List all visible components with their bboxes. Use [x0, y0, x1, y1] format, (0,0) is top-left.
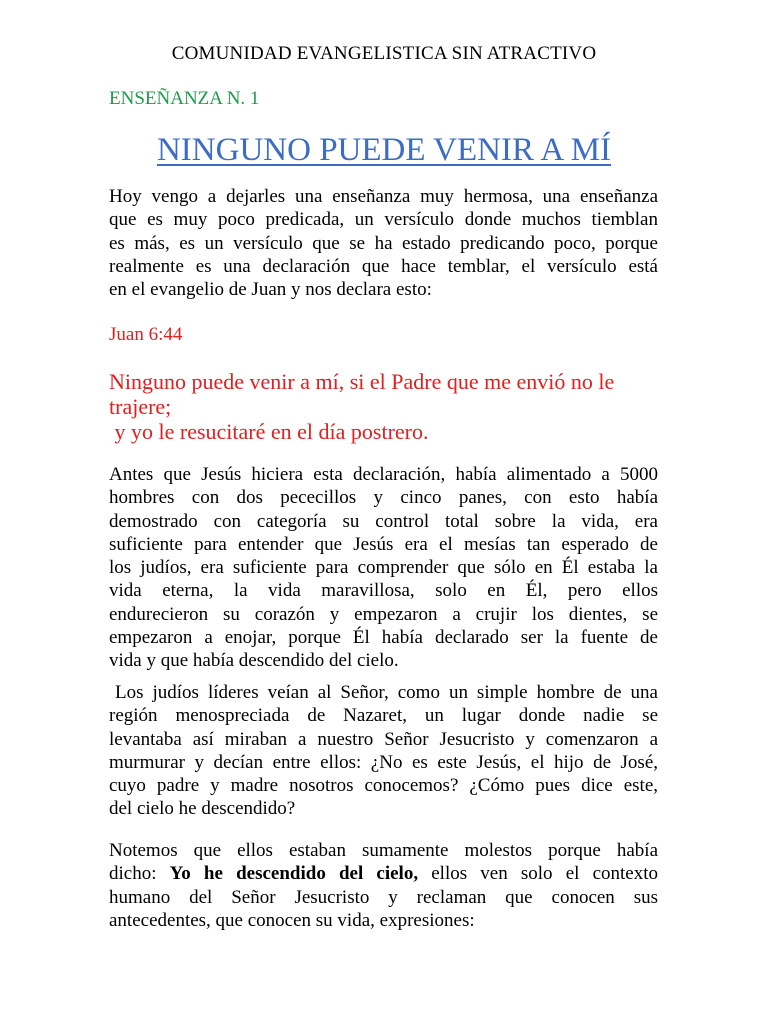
- verse-line: trajere;: [109, 394, 172, 419]
- intro-paragraph: [109, 185, 658, 301]
- paragraph-feeding: [109, 463, 658, 673]
- text-fragment: dicho:: [109, 863, 157, 885]
- scripture-reference: Juan 6:44: [109, 324, 183, 345]
- verse-line: y yo le resucitaré en el día postrero.: [109, 419, 429, 444]
- text-line: empezaron a enojar, porque Él había declarado ser la fuente de: [109, 627, 658, 649]
- text-line-with-emphasis: [109, 862, 658, 885]
- text-line: antecedentes, que conocen su vida, expresiones:: [109, 909, 475, 931]
- verse-line: Ninguno puede venir a mí, si el Padre que me envió no le: [109, 369, 615, 394]
- text-line: endurecieron su corazón y empezaron a crujir los dientes, se: [109, 603, 658, 625]
- text-line: en el evangelio de Juan y nos declara esto:: [109, 279, 432, 301]
- text-line: Los judíos líderes veían al Señor, como un simple hombre de una: [115, 682, 658, 703]
- text-line: los judíos, era suficiente para comprender que sólo en Él estaba la: [109, 557, 658, 579]
- text-line: suficiente para entender que Jesús era el mesías tan esperado de: [109, 533, 658, 555]
- text-line: Notemos que ellos estaban sumamente molestos porque había: [109, 840, 658, 861]
- text-line: realmente es una declaración que hace temblar, el versículo está: [109, 255, 658, 277]
- lesson-number: ENSEÑANZA N. 1: [109, 88, 260, 109]
- text-line: del cielo he descendido?: [109, 798, 296, 820]
- text-line: Hoy vengo a dejarles una enseñanza muy hermosa, una enseñanza: [109, 186, 658, 207]
- text-line: Antes que Jesús hiciera esta declaración, había alimentado a 5000: [109, 464, 658, 485]
- text-fragment: ellos ven solo el contexto: [431, 863, 658, 885]
- text-line: hombres con dos pececillos y cinco panes, con esto había: [109, 487, 658, 509]
- text-line: cuyo padre y madre nosotros conocemos? ¿Cómo pues dice este,: [109, 775, 658, 797]
- scripture-verse: [109, 369, 669, 444]
- text-line: que es muy poco predicada, un versículo donde muchos tiemblan: [109, 209, 658, 231]
- text-line: levantaba así miraban a nuestro Señor Jesucristo y comenzaron a: [109, 728, 658, 750]
- text-line: vida eterna, la vida maravillosa, solo en Él, pero ellos: [109, 580, 658, 602]
- emphasis-quote: Yo he descendido del cielo,: [169, 863, 419, 885]
- text-line: murmurar y decían entre ellos: ¿No es este Jesús, el hijo de José,: [109, 751, 658, 773]
- text-line: humano del Señor Jesucristo y reclaman que conocen sus: [109, 886, 658, 908]
- text-line: vida y que había descendido del cielo.: [109, 650, 399, 672]
- page-title: NINGUNO PUEDE VENIR A MÍ: [156, 132, 612, 168]
- text-line: es más, es un versículo que se ha estado predicando poco, porque: [109, 232, 658, 254]
- paragraph-jewish-leaders: [109, 681, 658, 821]
- text-line: demostrado con categoría su control total sobre la vida, era: [109, 510, 658, 532]
- text-line: región menospreciada de Nazaret, un lugar donde nadie se: [109, 705, 658, 727]
- paragraph-notice: [109, 839, 658, 932]
- community-heading: COMUNIDAD EVANGELISTICA SIN ATRACTIVO: [171, 43, 597, 64]
